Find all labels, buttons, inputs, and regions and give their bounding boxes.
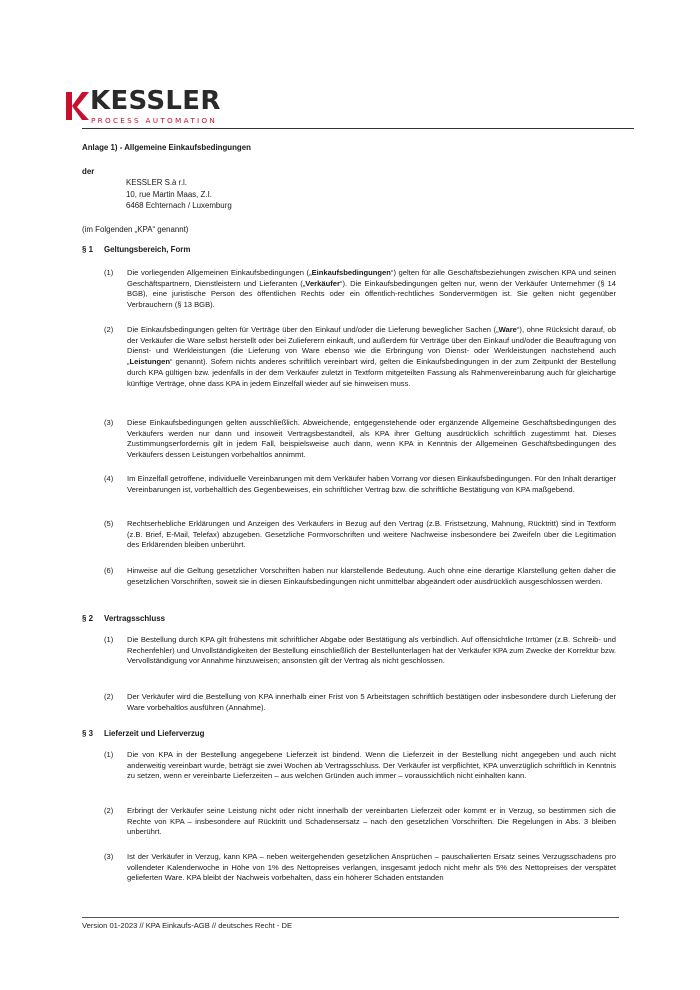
s1-para-6: Hinweise auf die Geltung gesetzlicher Vorschriften haben nur klarstellende Bedeutung. Auch ohne eine derartige Klarstellung gelten daher die gesetzlichen Vorschriften, soweit sie in diesen Einkaufsbedingungen nicht unmittelbar abgeändert oder ausdrücklich ausgeschlossen werden. (127, 566, 616, 586)
s1-para-1: Die vorliegenden Allgemeinen Einkaufsbedingungen („Einkaufsbedingungen“) gelten für alle Geschäftsbeziehungen zwischen KPA und seinen Geschäftspartnern, Dienstleistern und Lieferanten („Verkäufer“). Die Einkaufsbedingungen gelten nur, wenn der Verkäufer Unternehmer (§ 14 BGB), eine juristische Person des öffentlichen Rechts oder ein öffentlich-rechtliches Sondervermögen ist. Sie gelten nicht gegenüber Verbrauchern (§ 13 BGB). (127, 268, 616, 310)
address-line-3: 6468 Echternach / Luxemburg (126, 201, 232, 210)
address-line-2: 10, rue Martin Maas, Z.I. (126, 190, 212, 199)
header-divider (82, 128, 634, 129)
s1-para-2: Die Einkaufsbedingungen gelten für Verträge über den Einkauf und/oder die Lieferung beweglicher Sachen („Ware“), ohne Rücksicht darauf, ob der Verkäufer die Ware selbst herstellt oder bei Zulieferern einkauft, und außerdem für Verträge über den Einkauf und/oder die Beauftragung von Dienst- und Werkleistungen (die Lieferung von Ware ebenso wie die Erbringung von Dienst- oder Werkleistungen nachstehend auch „Leistungen“ genannt). Sofern nichts anderes schriftlich vereinbart wird, gelten die Einkaufsbedingungen in der zum Zeitpunkt der Bestellung durch KPA gültigen bzw. jedenfalls in der dem Verkäufer zuletzt in Textform mitgeteilten Fassung als Rahmenvereinbarung auch für gleichartige künftige Verträge, ohne dass KPA in jedem Einzelfall wieder auf sie hinweisen muss. (127, 325, 616, 388)
s1-para-5-number: (5) (104, 519, 114, 528)
footer-text: Version 01-2023 // KPA Einkaufs-AGB // deutsches Recht - DE (82, 921, 293, 930)
kessler-logo (66, 86, 221, 132)
s1-para-3: Diese Einkaufsbedingungen gelten ausschließlich. Abweichende, entgegenstehende oder ergänzende Allgemeine Geschäftsbedingungen des Verkäufers werden nur dann und insoweit Vertragsbestandteil, als KPA ihrer Geltung ausdrücklich schriftlich zugestimmt hat. Dieses Zustimmungserfordernis gilt in jedem Fall, beispielsweise auch dann, wenn KPA in Kenntnis der Allgemeinen Geschäftsbedingungen des Verkäufers dessen Leistungen vorbehaltlos annimmt. (127, 418, 616, 460)
logo-subtitle: PROCESS AUTOMATION (91, 116, 218, 125)
s3-para-3-number: (3) (104, 852, 114, 861)
s1-para-6-number: (6) (104, 566, 114, 575)
section-3-title: Lieferzeit und Lieferverzug (104, 729, 205, 738)
s1-para-4-number: (4) (104, 474, 114, 483)
s3-para-2-number: (2) (104, 806, 114, 815)
logo-name: KESSLER (90, 86, 221, 116)
s3-para-1-number: (1) (104, 750, 114, 759)
s2-para-1-number: (1) (104, 635, 114, 644)
s1-para-1-number: (1) (104, 268, 114, 277)
section-2-title: Vertragsschluss (104, 614, 165, 623)
document-title: Anlage 1) - Allgemeine Einkaufsbedingungen (82, 143, 251, 152)
footer-divider (82, 917, 619, 918)
section-1-title: Geltungsbereich, Form (104, 245, 191, 254)
kessler-k-mark-icon (66, 88, 92, 120)
s1-para-4: Im Einzelfall getroffene, individuelle Vereinbarungen mit dem Verkäufer haben Vorrang vor diesen Einkaufsbedingungen. Für den Inhalt derartiger Vereinbarungen ist, vorbehaltlich des Gegenbeweises, ein schriftlicher Vertrag bzw. die schriftliche Bestätigung von KPA maßgebend. (127, 474, 616, 494)
s2-para-2-number: (2) (104, 692, 114, 701)
s2-para-2: Der Verkäufer wird die Bestellung von KPA innerhalb einer Frist von 5 Arbeitstagen schriftlich bestätigen oder insbesondere durch Lieferung der Ware vorbehaltlos ausführen (Annahme). (127, 692, 616, 712)
s3-para-1: Die von KPA in der Bestellung angegebene Lieferzeit ist bindend. Wenn die Lieferzeit in der Bestellung nicht angegeben und auch nicht anderweitig vereinbart wurde, beträgt sie zwei Wochen ab Vertragsschluss. Der Verkäufer ist verpflichtet, KPA unverzüglich schriftlich in Kenntnis zu setzen, wenn er vereinbarte Lieferzeiten – aus welchen Gründen auch immer – voraussichtlich nicht einhalten kann. (127, 750, 616, 781)
s1-para-5: Rechtserhebliche Erklärungen und Anzeigen des Verkäufers in Bezug auf den Vertrag (z.B. Fristsetzung, Mahnung, Rücktritt) sind in Textform (z.B. Brief, E-Mail, Telefax) abzugeben. Gesetzliche Formvorschriften und weitere Nachweise insbesondere bei Zweifeln über die Legitimation des Erklärenden bleiben unberührt. (127, 519, 616, 550)
s3-para-3: Ist der Verkäufer in Verzug, kann KPA – neben weitergehenden gesetzlichen Ansprüchen – pauschalierten Ersatz seines Verzugsschadens pro vollendeter Kalenderwoche in Höhe von 1% des Nettopreises verlangen, insgesamt jedoch nicht mehr als 5% des Nettopreises der verspätet gelieferten Ware. KPA bleibt der Nachweis vorbehalten, dass ein höherer Schaden entstanden (127, 852, 616, 883)
alias-note: (im Folgenden „KPA“ genannt) (82, 225, 189, 234)
s1-para-3-number: (3) (104, 418, 114, 427)
der-label: der (82, 167, 95, 176)
s3-para-2: Erbringt der Verkäufer seine Leistung nicht oder nicht innerhalb der vereinbarten Lieferzeit oder kommt er in Verzug, so bestimmen sich die Rechte von KPA – insbesondere auf Rücktritt und Schadensersatz – nach den gesetzlichen Vorschriften. Die Regelungen in Abs. 3 bleiben unberührt. (127, 806, 616, 837)
address-line-1: KESSLER S.à r.l. (126, 178, 187, 187)
s1-para-2-number: (2) (104, 325, 114, 334)
section-3-number: § 3 (82, 729, 93, 738)
s2-para-1: Die Bestellung durch KPA gilt frühestens mit schriftlicher Abgabe oder Bestätigung als verbindlich. Auf offensichtliche Irrtümer (z.B. Schreib- und Rechenfehler) und Unvollständigkeiten der Bestellung einschließlich der Bestellunterlagen hat der Verkäufer KPA zum Zwecke der Korrektur bzw. Vervollständigung vor Annahme hinzuweisen; ansonsten gilt der Vertrag als nicht geschlossen. (127, 635, 616, 666)
section-2-number: § 2 (82, 614, 93, 623)
section-1-number: § 1 (82, 245, 93, 254)
